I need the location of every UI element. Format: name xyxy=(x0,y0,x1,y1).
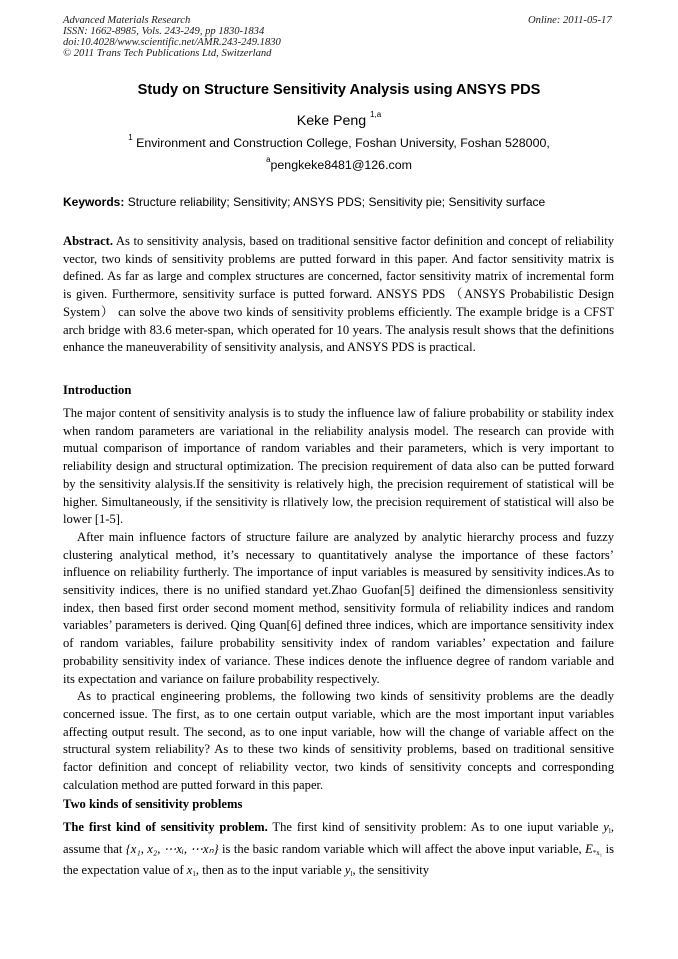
first-kind-body xyxy=(63,819,614,884)
author-sup: 1,a xyxy=(370,110,382,119)
math-expectation xyxy=(585,842,602,856)
email-sup: a xyxy=(266,155,271,164)
keywords xyxy=(63,195,623,209)
paper-title: Study on Structure Sensitivity Analysis using ANSYS PDS xyxy=(137,82,541,98)
abstract-text: As to sensitivity analysis, based on traditional sensitive factor definition and concept of reliability vector, two kinds of sensitivity problems are putted forward in this paper. And factor sensitivity matrix is defined. As far as large and complex structures are concerned, factor sensitivity matrix of incremental form is given. Furthermore, sensitivity surface is putted forward. ANSYS PDS （ANSYS Probabilistic Design System） can solve the above two kinds of sensitivity problems efficiently. The example bridge is a CFST arch bridge with 83.6 meter-span, which operated for 10 years. The analysis result shows that the definitions enhance the maneuverability of sensitivity analysis, and ANSYS PDS is practical. xyxy=(63,234,614,355)
affiliation-text: Environment and Construction College, Foshan University, Foshan 528000, xyxy=(132,136,550,150)
math-sub: l xyxy=(608,827,611,835)
math-y xyxy=(603,820,611,834)
text-run: , assume that xyxy=(63,820,614,856)
journal-header xyxy=(63,15,281,59)
math-set: {x₁, x₂, ⋯xᵢ, ⋯xₙ} xyxy=(125,841,219,856)
math-var: E xyxy=(585,841,593,856)
affiliation xyxy=(0,133,678,150)
math-sub: x₁ xyxy=(596,848,603,857)
math-var: y xyxy=(344,863,351,878)
issn-line: ISSN: 1662-8985, Vols. 243-249, pp 1830-1834 xyxy=(63,26,265,37)
paragraph: As to practical engineering problems, the following two kinds of sensitivity problems are the deadly concerned issue. The first, as to one certain output variable, which are the most important input variables affecting output result. The second, as to one input variable, how will the change of variable affect on the structural system reliability? As to these two kinds of sensitivity problems, based on traditional sensitive factor definition and concept of reliability vector, two kinds of sensitivity concepts and corresponding calculation method are putted forward in this paper. xyxy=(63,689,614,792)
first-kind-label: The first kind of sensitivity problem. xyxy=(63,820,268,834)
journal-name: Advanced Materials Research xyxy=(63,15,191,26)
abstract-label: Abstract. xyxy=(63,234,114,248)
introduction-body xyxy=(63,405,614,794)
doi-line: doi:10.4028/www.scientific.net/AMR.243-249.1830 xyxy=(63,37,281,48)
paragraph: After main influence factors of structure failure are analyzed by analytic hierarchy process and fuzzy clustering analytical method, it’s necessary to quantitatively analyse the importance of these factors’ influence on reliability furtherly. The importance of input variables is measured by sensitivity indices.As to sensitivity indices, there is no unified standard yet.Zhao Guofan[5] deifined the dimensionless sensitivity index, then based first order second moment method, sensitivity formula of reliability indices and random variables’ parameters is derived. Qing Quan[6] defined three indices, which are importance sensitivity index of random variables, failure probability sensitivity index of random variables’ expectation and failure probability sensitivity index of variance. These indices denote the influence degree of random variable and its expectation and variance on failure probability respectively. xyxy=(63,529,614,686)
math-var: x xyxy=(186,863,193,878)
author-name: Keke Peng xyxy=(296,113,371,129)
author xyxy=(0,110,678,129)
introduction-heading: Introduction xyxy=(63,383,132,397)
math-x1 xyxy=(187,863,196,877)
two-kinds-heading: Two kinds of sensitivity problems xyxy=(63,797,243,811)
text-run: is the expectation value of xyxy=(63,841,614,878)
text-run: , then as to the input variable xyxy=(195,863,345,878)
keywords-text: Structure reliability; Sensitivity; ANSYS PDS; Sensitivity pie; Sensitivity surface xyxy=(124,195,546,209)
text-run: , the sensitivity xyxy=(352,863,430,878)
math-sub: l xyxy=(350,870,353,879)
abstract xyxy=(63,233,614,357)
keywords-label: Keywords: xyxy=(63,195,125,209)
math-sup: * xyxy=(592,848,597,857)
paragraph: The major content of sensitivity analysis is to study the influence law of faliure probability or stability index when random parameters are variational in the reliability analysis model. The research can provide with mutual comparison of importance of random variables and their parameters, which is very important to reliability design and structural optimization. The precision requirement of data also can be putted forward by the sensitivity alalysis.If the sensitivity is relatively high, the precision requirement of statistical will be higher. Simultaneously, if the sensitivity is rllatively low, the precision requirement of statistical will also be lower [1-5]. xyxy=(63,406,614,527)
math-sub: 1 xyxy=(192,870,196,879)
email xyxy=(0,155,678,172)
email-address[interactable]: pengkeke8481@126.com xyxy=(270,158,412,172)
text-run: is the basic random variable which will affect the above input variable, xyxy=(218,841,586,856)
online-date: Online: 2011-05-17 xyxy=(528,15,612,26)
affiliation-sup: 1 xyxy=(128,133,133,142)
copyright-line: © 2011 Trans Tech Publications Ltd, Switzerland xyxy=(63,48,272,59)
text-run: The first kind of sensitivity problem: As to one iuput variable xyxy=(267,820,604,834)
math-var: y xyxy=(603,820,609,834)
